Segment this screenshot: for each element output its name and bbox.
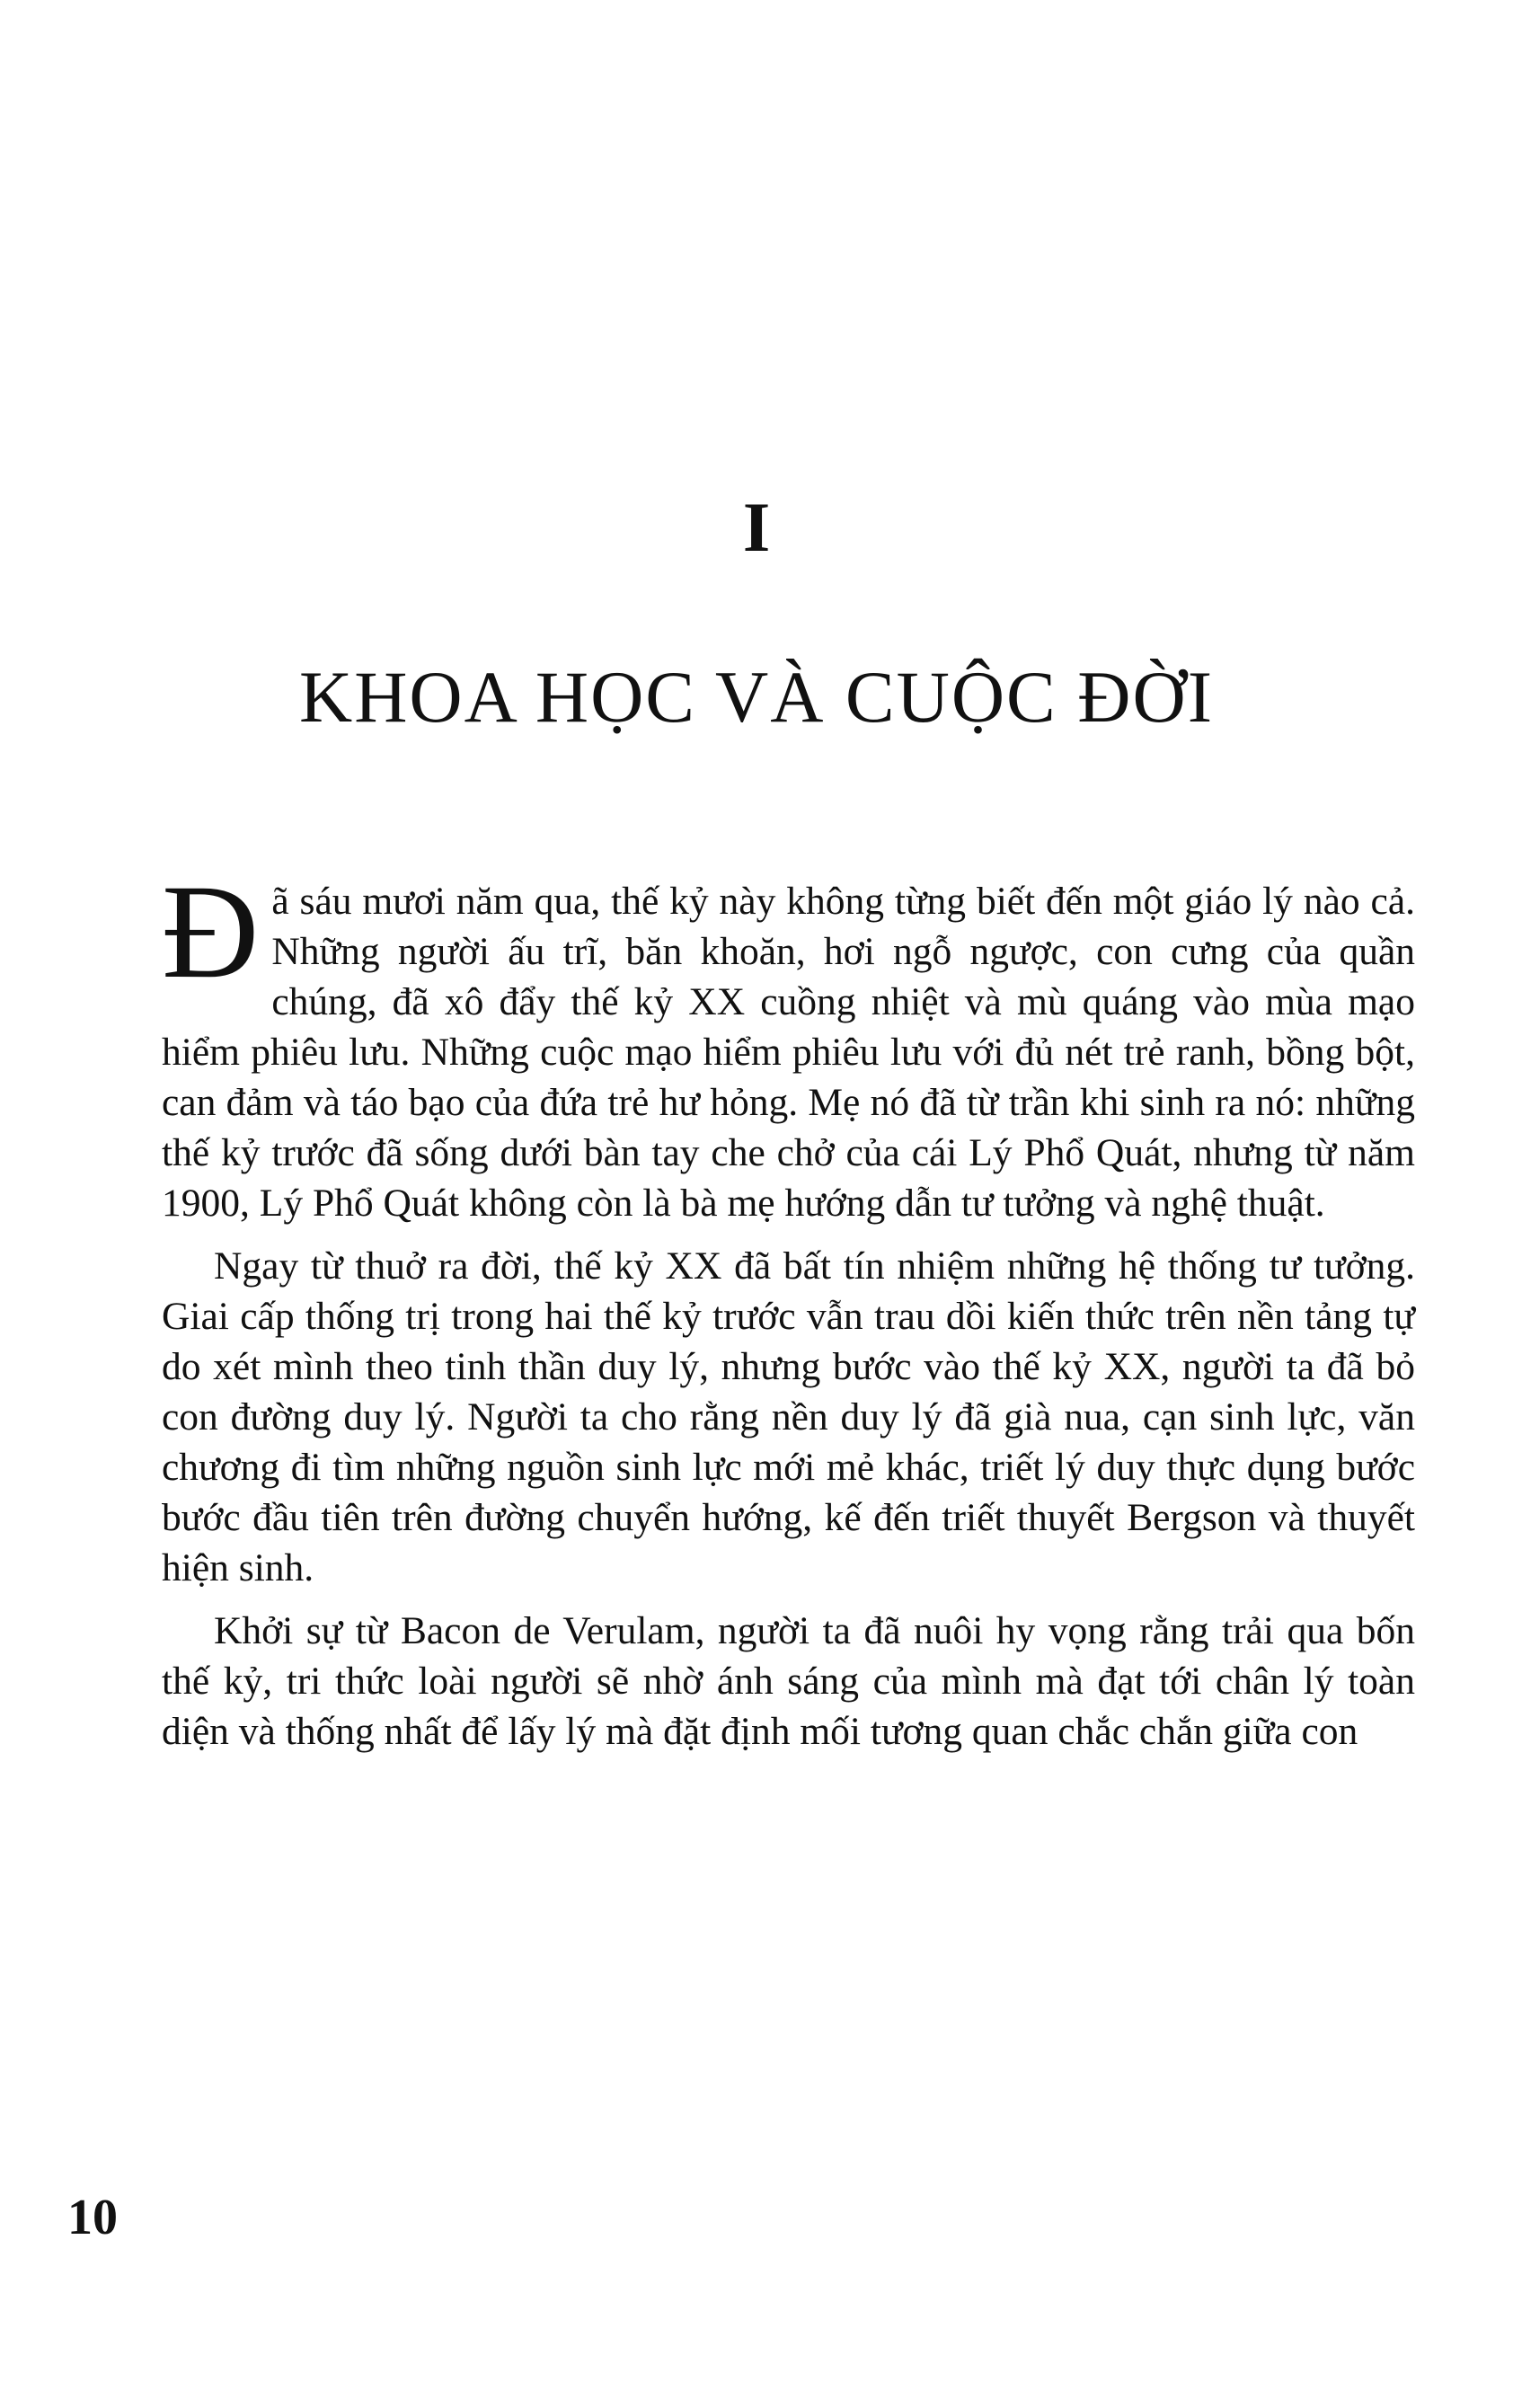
chapter-title: KHOA HỌC VÀ CUỘC ĐỜI	[299, 656, 1214, 738]
body-text	[162, 857, 1415, 1769]
page-number: 10	[67, 2190, 118, 2245]
chapter-number: I	[742, 488, 771, 566]
paragraph-1	[162, 857, 1415, 1228]
paragraph-3: Khởi sự từ Bacon de Verulam, người ta đã nuôi hy vọng rằng trải qua bốn thế kỷ, tri thức loài người sẽ nhờ ánh sáng của mình mà đạt tới chân lý toàn diện và thống nhất để lấy lý mà đặt định mối tương quan chắc chắn giữa con	[162, 1609, 1415, 1753]
drop-cap: Đ	[162, 857, 260, 1006]
paragraph-2: Ngay từ thuở ra đời, thế kỷ XX đã bất tín nhiệm những hệ thống tư tưởng. Giai cấp thống trị trong hai thế kỷ trước vẫn trau dồi kiến thức trên nền tảng tự do xét mình theo tinh thần duy lý, nhưng bước vào thế kỷ XX, người ta đã bỏ con đường duy lý. Người ta cho rằng nền duy lý đã già nua, cạn sinh lực, văn chương đi tìm những nguồn sinh lực mới mẻ khác, triết lý duy thực dụng bước bước đầu tiên trên đường chuyển hướng, kế đến triết thuyết Bergson và thuyết hiện sinh.	[162, 1244, 1415, 1589]
paragraph-1-text: ã sáu mươi năm qua, thế kỷ này không từng biết đến một giáo lý nào cả. Những người ấu trĩ, băn khoăn, hơi ngỗ ngược, con cưng của quần chúng, đã xô đẩy thế kỷ XX cuồng nhiệt và mù quáng vào mùa mạo hiểm phiêu lưu. Những cuộc mạo hiểm phiêu lưu với đủ nét trẻ ranh, bồng bột, can đảm và táo bạo của đứa trẻ hư hỏng. Mẹ nó đã từ trần khi sinh ra nó: những thế kỷ trước đã sống dưới bàn tay che chở của cái Lý Phổ Quát, nhưng từ năm 1900, Lý Phổ Quát không còn là bà mẹ hướng dẫn tư tưởng và nghệ thuật.	[162, 880, 1415, 1225]
